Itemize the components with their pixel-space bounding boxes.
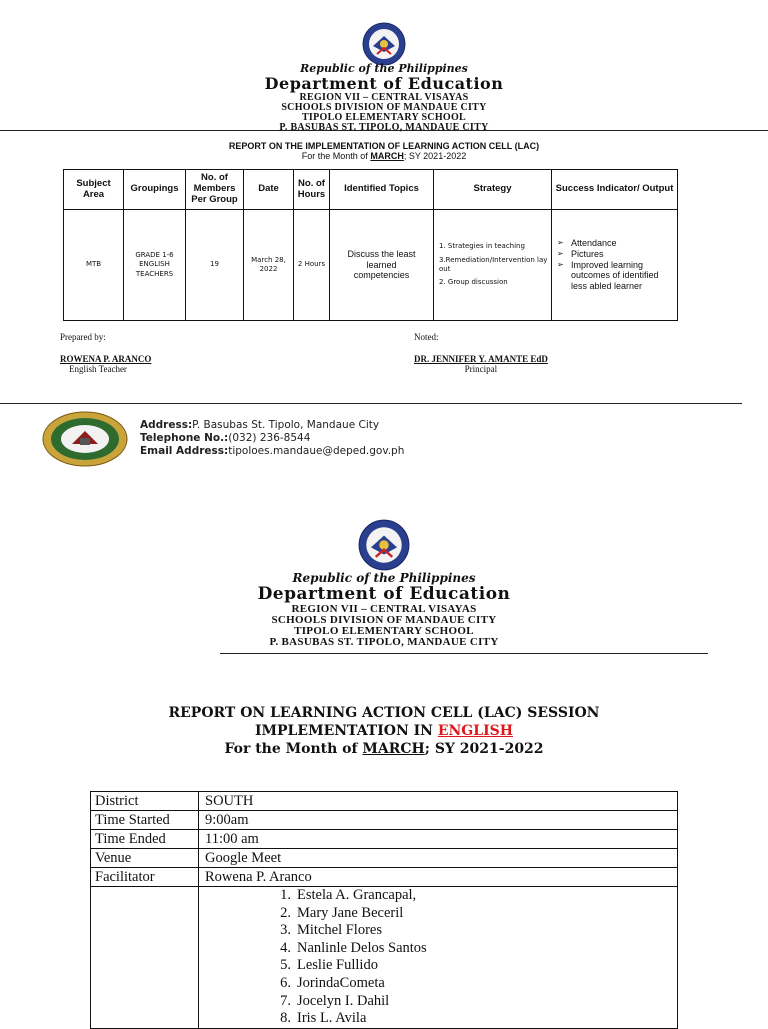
list-item: 5. Leslie Fullido xyxy=(280,957,378,974)
indicator-item: ➢ Attendance xyxy=(557,238,675,249)
header-divider xyxy=(0,130,768,131)
noted-block xyxy=(414,354,548,374)
footer-contact xyxy=(140,419,404,458)
detail-label: District xyxy=(91,792,199,811)
school-text: TIPOLO ELEMENTARY SCHOOL xyxy=(294,625,474,637)
detail-value-district: SOUTH xyxy=(199,792,678,811)
indicator-item: ➢ Improved learning outcomes of identified less abled learner xyxy=(557,260,675,292)
col-hours: No. of Hours xyxy=(294,170,330,210)
prepared-by-name: ROWENA P. ARANCO xyxy=(60,354,152,364)
school-text: TIPOLO ELEMENTARY SCHOOL xyxy=(301,112,467,123)
table-row xyxy=(91,868,678,887)
prepared-by-block xyxy=(60,354,151,374)
detail-label: Facilitator xyxy=(91,868,199,887)
table-row xyxy=(64,210,678,321)
prepared-by-label: Prepared by: xyxy=(60,332,106,342)
strategy-item: 2. Group discussion xyxy=(439,278,508,287)
indicator-item: ➢ Pictures xyxy=(557,249,675,260)
report2-title-line2: IMPLEMENTATION IN ENGLISH xyxy=(254,723,513,739)
list-item: 8. Iris L. Avila xyxy=(280,1010,367,1027)
cell-subject: MTB xyxy=(64,210,124,321)
detail-label: Venue xyxy=(91,849,199,868)
school-logo xyxy=(42,411,128,472)
footer-email-line: Email Address:tipoloes.mandaue@deped.gov.ph xyxy=(140,445,405,457)
col-success-indicator: Success Indicator/ Output xyxy=(552,170,678,210)
prepared-by-role: English Teacher xyxy=(69,364,127,374)
participants-label-cell xyxy=(91,887,199,1029)
col-subject-area: Subject Area xyxy=(64,170,124,210)
footer-address-line: Address:P. Basubas St. Tipolo, Mandaue City xyxy=(140,419,380,431)
col-strategy: Strategy xyxy=(434,170,552,210)
detail-value-venue: Google Meet xyxy=(199,849,678,868)
header-divider xyxy=(220,653,708,654)
session-details-table xyxy=(90,791,678,1029)
department-text: Department of Education xyxy=(264,74,504,93)
list-item: 7. Jocelyn I. Dahil xyxy=(280,992,390,1009)
header-block xyxy=(0,63,768,133)
detail-value-time-started: 9:00am xyxy=(199,811,678,830)
noted-label: Noted: xyxy=(414,332,439,342)
region-text: REGION VII – CENTRAL VISAYAS xyxy=(291,603,477,615)
table-row xyxy=(91,811,678,830)
table-header-row xyxy=(64,170,678,210)
report2-title-line1: REPORT ON LEARNING ACTION CELL (LAC) SESSION xyxy=(168,705,600,721)
footer-telephone-line: Telephone No.:(032) 236-8544 xyxy=(140,432,311,444)
report2-title xyxy=(0,704,768,758)
col-topics: Identified Topics xyxy=(330,170,434,210)
report2-month-line: For the Month of MARCH; SY 2021-2022 xyxy=(224,741,544,757)
division-text: SCHOOLS DIVISION OF MANDAUE CITY xyxy=(271,614,497,626)
col-members: No. of Members Per Group xyxy=(186,170,244,210)
noted-role: Principal xyxy=(464,364,498,374)
col-date: Date xyxy=(244,170,294,210)
cell-hours: 2 Hours xyxy=(294,210,330,321)
detail-value-facilitator: Rowena P. Aranco xyxy=(199,868,678,887)
footer-divider xyxy=(0,403,742,404)
detail-label: Time Started xyxy=(91,811,199,830)
cell-members: 19 xyxy=(186,210,244,321)
cell-groupings: GRADE 1-6 ENGLISH TEACHERS xyxy=(124,210,186,321)
deped-seal-logo xyxy=(355,519,413,571)
cell-strategy xyxy=(434,210,552,321)
deped-seal-logo xyxy=(360,22,408,66)
header-block xyxy=(0,572,768,648)
division-text: SCHOOLS DIVISION OF MANDAUE CITY xyxy=(281,102,487,113)
indicator-list xyxy=(557,238,675,292)
noted-name: DR. JENNIFER Y. AMANTE EdD xyxy=(414,354,548,364)
list-item: 2. Mary Jane Beceril xyxy=(280,904,404,921)
report1-title-block xyxy=(0,142,768,161)
cell-date: March 28, 2022 xyxy=(244,210,294,321)
detail-value-time-ended: 11:00 am xyxy=(199,830,678,849)
list-item: 6. JorindaCometa xyxy=(280,974,385,991)
list-item: 4. Nanlinle Delos Santos xyxy=(280,939,427,956)
list-item: 3. Mitchel Flores xyxy=(280,922,382,939)
table-row xyxy=(91,792,678,811)
republic-text: Republic of the Philippines xyxy=(292,571,476,585)
strategy-item: 1. Strategies in teaching xyxy=(439,242,525,251)
report1-title: REPORT ON THE IMPLEMENTATION OF LEARNING ACTION CELL (LAC) xyxy=(228,141,540,151)
cell-success-indicator xyxy=(552,210,678,321)
participants-cell xyxy=(199,887,678,1029)
school-address-text: P. BASUBAS ST. TIPOLO, MANDAUE CITY xyxy=(269,636,499,648)
participants-list xyxy=(203,887,673,1028)
list-item: 1. Estela A. Grancapal, xyxy=(280,887,417,903)
cell-topics: Discuss the least learned competencies xyxy=(330,210,434,321)
region-text: REGION VII – CENTRAL VISAYAS xyxy=(299,92,469,103)
col-groupings: Groupings xyxy=(124,170,186,210)
detail-label: Time Ended xyxy=(91,830,199,849)
department-text: Department of Education xyxy=(257,584,511,604)
table-row xyxy=(91,887,678,1029)
table-row xyxy=(91,830,678,849)
republic-text: Republic of the Philippines xyxy=(300,62,468,75)
report1-month: For the Month of MARCH; SY 2021-2022 xyxy=(301,151,467,161)
school-address-text: P. BASUBAS ST. TIPOLO, MANDAUE CITY xyxy=(279,122,489,133)
lac-table xyxy=(63,169,678,321)
table-row xyxy=(91,849,678,868)
strategy-item: 3.Remediation/Intervention lay out xyxy=(439,255,548,273)
